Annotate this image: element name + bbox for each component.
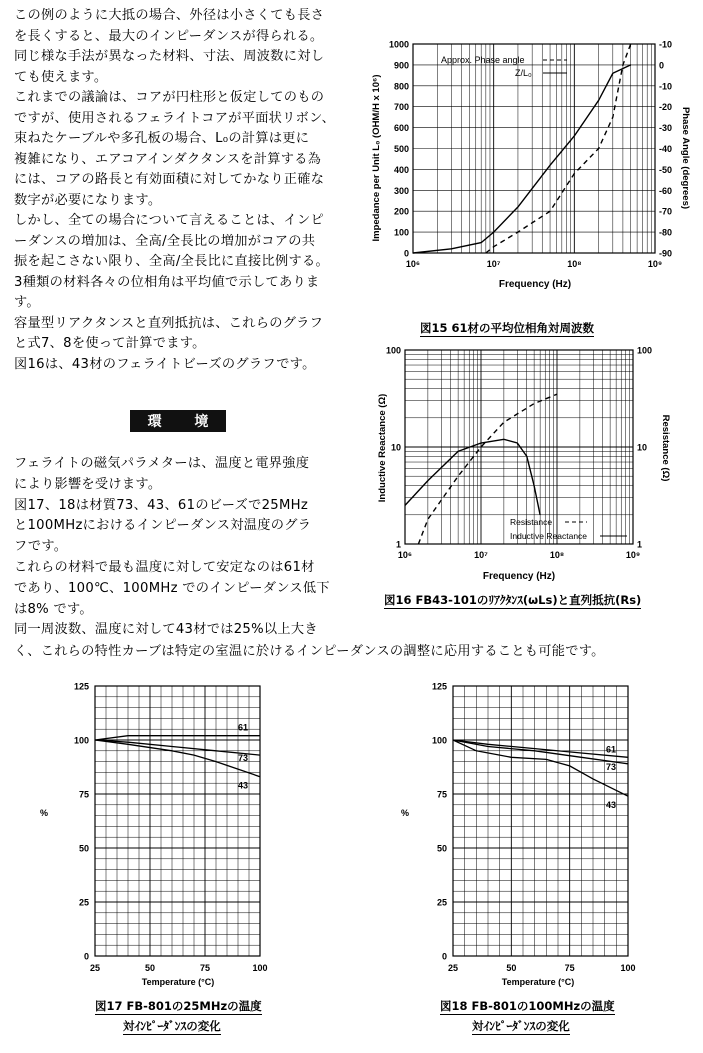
fig18-caption-line2: 対ｲﾝﾋﾟｰﾀﾞﾝｽの変化 [472,1019,570,1033]
full-width-text-line: く、これらの特性カーブは特定の室温に於けるインピーダンスの調整に応用することも可能です。 [14,644,605,659]
fig15-ytick-label: 500 [393,144,409,154]
fig15-y2tick-label: -30 [659,123,673,134]
fig16-xtick-label: 10⁷ [474,550,488,560]
fig18-series-label: 43 [606,800,617,811]
fig17-ytick-label: 75 [78,789,89,800]
fig17-ytick-label: 125 [73,681,89,692]
fig17-series-73-line [95,740,260,755]
text-line: す。 [14,295,40,310]
fig18-ytick-label: 50 [436,843,447,854]
fig17-xtick-label: 100 [252,963,268,973]
legend-reactance-label: Inductive Reactance [510,531,588,541]
fig15-y2label: Phase Angle (degrees) [680,106,691,210]
text-line: 複雑になり、エアコアインダクタンスを計算する為 [14,151,322,167]
text-line: 3種類の材料各々の位相角は平均値で示してありま [14,274,320,290]
text-line: 振を起こさない限り、全高/全長比に直接比例する。 [14,254,329,269]
text-line: 図16は、43材のフェライトビーズのグラフです。 [14,356,316,372]
fig18-ytick-label: 125 [431,681,447,692]
fig16-y2tick-label: 10 [637,442,648,453]
fig18-series-label: 73 [606,761,617,772]
fig15-y2tick-label: -50 [659,164,673,175]
fig15-ytick-label: 0 [403,248,409,259]
text-line: 束ねたケーブルや多孔板の場合、L₀の計算は更に [14,131,310,146]
fig15-ytick-label: 700 [393,102,409,113]
legend-phase-label: Approx. Phase angle [441,55,525,65]
fig16-y2tick-label: 1 [637,539,643,550]
fig15-ytick-label: 200 [393,206,409,217]
text-line: ですが、使用されるフェライトコアが平面状リボン、 [14,110,336,126]
text-line: には、コアの路長と有効面積に対してかなり正確な [14,172,325,187]
fig17-xtick-label: 75 [199,963,211,973]
fig16-xtick-label: 10⁸ [549,550,565,560]
fig17-ytick-label: 25 [78,897,89,908]
fig17-xlabel: Temperature (°C) [141,977,215,987]
fig17-xtick-label: 50 [144,963,156,973]
fig18-series-label: 61 [606,744,617,755]
text-line: 容量型リアクタンスと直列抵抗は、これらのグラフ [14,315,324,331]
fig15-xtick-label: 10⁹ [647,259,663,269]
fig18-caption-line1: 図18 FB-801の100MHzの温度 [440,999,615,1013]
fig16-ylabel: Inductive Reactance (Ω) [377,393,388,503]
text-line: により影響を受けます。 [14,476,162,492]
fig16-y2label: Resistance (Ω) [660,414,671,482]
fig18-ytick-label: 25 [436,897,447,908]
text-line: これまでの議論は、コアが円柱形と仮定してのもの [14,90,325,105]
text-line: は8% です。 [14,601,93,617]
fig17-series-label: 61 [238,722,249,733]
fig18-frame [453,686,628,956]
fig15-ytick-label: 100 [393,227,409,238]
fig15-y2tick-label: -40 [659,144,673,154]
fig15-ytick-label: 800 [393,81,409,92]
fig16-y2tick-label: 100 [637,345,653,356]
text-line: これらの材料で最も温度に対して安定なのは61材 [14,559,315,575]
fig16-ytick-label: 10 [390,442,401,453]
fig17-series-43-line [95,740,260,777]
fig17-caption-line2: 対ｲﾝﾋﾟｰﾀﾞﾝｽの変化 [123,1019,221,1033]
fig16-caption: 図16 FB43-101のﾘｱｸﾀﾝｽ(ωLs)と直列抵抗(Rs) [384,593,642,607]
fig17-ytick-label: 0 [83,951,89,962]
text-line: この例のように大抵の場合、外径は小さくても長さ [14,8,325,23]
fig17-ytick-label: 50 [78,843,89,854]
environment-paragraph [14,454,330,641]
fig17-ylabel: % [39,808,49,818]
fig15-y2tick-label: -10 [659,39,673,50]
fig15-legend [441,55,567,78]
fig15-ytick-label: 900 [393,60,409,71]
fig15-xlabel: Frequency (Hz) [498,279,572,290]
fig17-caption-line1: 図17 FB-801の25MHzの温度 [95,999,262,1013]
fig17-chart [30,672,275,992]
text-line: ーダンスの増加は、全高/全長比の増加がコアの共 [14,233,316,249]
fig16-ytick-label: 1 [395,539,401,550]
fig16-xtick-label: 10⁹ [625,550,641,560]
fig17-series-label: 43 [238,780,249,791]
text-line: であり、100℃、100MHz でのインピーダンス低下 [14,580,330,596]
fig18-xlabel: Temperature (°C) [501,977,575,987]
fig16-reactance-line [405,439,540,515]
fig18-ytick-label: 75 [436,789,447,800]
fig15-ytick-label: 1000 [388,39,409,50]
fig18-xtick-label: 100 [620,963,636,973]
text-line: と100MHzにおけるインピーダンス対温度のグラ [14,518,312,534]
legend-z-label: Z/L₀ [515,68,532,78]
fig15-xtick-label: 10⁷ [486,259,501,269]
fig15-ytick-label: 300 [393,185,409,196]
section-heading: 環 境 [130,410,226,432]
fig16-chart [365,338,695,590]
text-line: 図17、18は材質73、43、61のビーズで25MHz [14,497,309,513]
fig17-frame [95,686,260,956]
fig15-y2tick-label: -90 [659,248,673,259]
text-line: 数字が必要になります。 [14,192,162,208]
text-line: と式7、8を使って計算でます。 [14,336,206,351]
fig15-y2tick-label: -80 [659,227,673,238]
fig18-ytick-label: 100 [431,735,447,746]
fig18-series-43-line [453,740,628,796]
fig17-ytick-label: 100 [73,735,89,746]
fig17-series-61-line [95,736,260,740]
fig15-ylabel: Impedance per Unit L₀ (OHM/H x 10⁶) [371,74,382,242]
fig15-xtick-label: 10⁸ [567,259,582,269]
text-line: フです。 [14,539,68,555]
fig18-chart [385,672,640,992]
fig15-caption: 図15 61材の平均位相角対周波数 [420,321,595,335]
fig15-y2tick-label: -70 [659,206,673,217]
text-line: 同一周波数、温度に対して43材では25%以上大き [14,622,318,638]
fig15-chart [365,30,695,315]
fig18-xtick-label: 75 [564,963,575,973]
text-line: しかし、全ての場合について言えることは、インピ [14,213,324,228]
fig16-xtick-label: 10⁶ [397,550,413,560]
fig15-impedance-line [413,65,631,253]
fig15-y2tick-label: 0 [659,60,665,71]
text-line: ても使えます。 [14,69,108,85]
fig15-y2tick-label: -10 [659,81,673,92]
fig18-xtick-label: 50 [506,963,517,973]
fig18-ylabel: % [400,808,410,818]
fig15-ytick-label: 600 [393,123,409,134]
fig18-xtick-label: 25 [447,963,459,973]
fig15-y2tick-label: -60 [659,185,673,196]
text-line: フェライトの磁気パラメターは、温度と電界強度 [14,456,310,471]
legend-resistance-label: Resistance [510,517,553,527]
fig18-ytick-label: 0 [441,951,447,962]
fig18-series-61-line [453,740,628,757]
fig17-series-label: 73 [238,753,249,764]
fig16-xlabel: Frequency (Hz) [482,571,556,582]
intro-paragraph [14,6,335,375]
fig15-xtick-label: 10⁶ [405,259,421,269]
fig16-ytick-label: 100 [385,345,401,356]
fig15-ytick-label: 400 [393,164,409,175]
fig17-xtick-label: 25 [89,963,101,973]
text-line: を長くすると、最大のインピーダンスが得られる。 [14,28,324,44]
text-line: 同じ様な手法が異なった材料、寸法、周波数に対し [14,49,325,64]
fig15-y2tick-label: -20 [659,102,673,113]
fig16-legend [510,517,627,541]
